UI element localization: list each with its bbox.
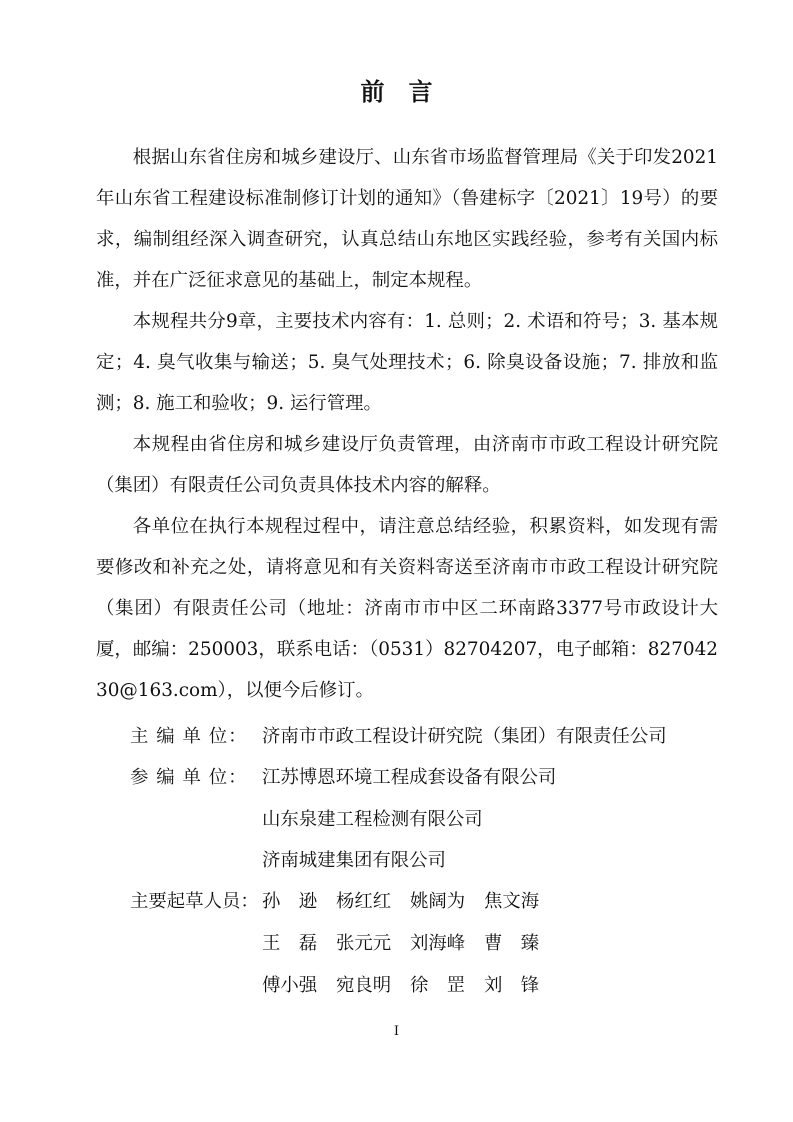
drafter-name: 张元元 [336, 933, 392, 954]
drafter-name: 曹 臻 [484, 933, 540, 954]
drafter-name: 姚阔为 [410, 891, 466, 912]
preface-body [96, 137, 718, 711]
paragraph-2: 本规程共分9章，主要技术内容有：1. 总则；2. 术语和符号；3. 基本规定；4. 臭气收集与输送；5. 臭气处理技术；6. 除臭设备设施；7. 排放和监测；8. 施工和验收；9. 运行管理。 [96, 311, 718, 414]
drafter-name: 焦文海 [484, 891, 540, 912]
drafter-name: 徐 罡 [410, 975, 466, 996]
participant-2: 山东泉建工程检测有限公司 [262, 809, 483, 830]
participant-3: 济南城建集团有限公司 [262, 850, 446, 871]
participant-1: 江苏博恩环境工程成套设备有限公司 [262, 767, 557, 788]
drafter-name: 王 磊 [262, 933, 318, 954]
drafter-name: 孙 逊 [262, 891, 318, 912]
paragraph-3: 本规程由省住房和城乡建设厅负责管理，由济南市市政工程设计研究院（集团）有限责任公司负责具体技术内容的解释。 [96, 434, 718, 496]
drafter-names-3 [262, 965, 558, 1006]
page-title: 前 言 [360, 77, 433, 106]
drafter-names-2 [262, 923, 558, 964]
drafter-name: 傅小强 [262, 975, 318, 996]
page-number: I [393, 1024, 400, 1039]
drafter-name: 刘海峰 [410, 933, 466, 954]
participants-label: 参 编 单 位： [130, 767, 248, 788]
chief-editor-value: 济南市市政工程设计研究院（集团）有限责任公司 [262, 726, 667, 747]
drafter-name: 宛良明 [336, 975, 392, 996]
drafter-names-1 [262, 881, 558, 922]
drafter-name: 刘 锋 [484, 975, 540, 996]
paragraph-1: 根据山东省住房和城乡建设厅、山东省市场监督管理局《关于印发2021年山东省工程建设标准制修订计划的通知》（鲁建标字〔2021〕19号）的要求，编制组经深入调查研究，认真总结山东地区实践经验，参考有关国内标准，并在广泛征求意见的基础上，制定本规程。 [96, 147, 718, 291]
drafters-label: 主要起草人员： [130, 891, 259, 912]
chief-editor-label: 主 编 单 位： [130, 726, 248, 747]
paragraph-4: 各单位在执行本规程过程中，请注意总结经验，积累资料，如发现有需要修改和补充之处，请将意见和有关资料寄送至济南市市政工程设计研究院（集团）有限责任公司（地址：济南市市中区二环南路3377号市政设计大厦，邮编：250003，联系电话：（0531）82704207，电子邮箱：82704230@163.com），以便今后修订。 [96, 516, 718, 701]
drafter-name: 杨红红 [336, 891, 392, 912]
